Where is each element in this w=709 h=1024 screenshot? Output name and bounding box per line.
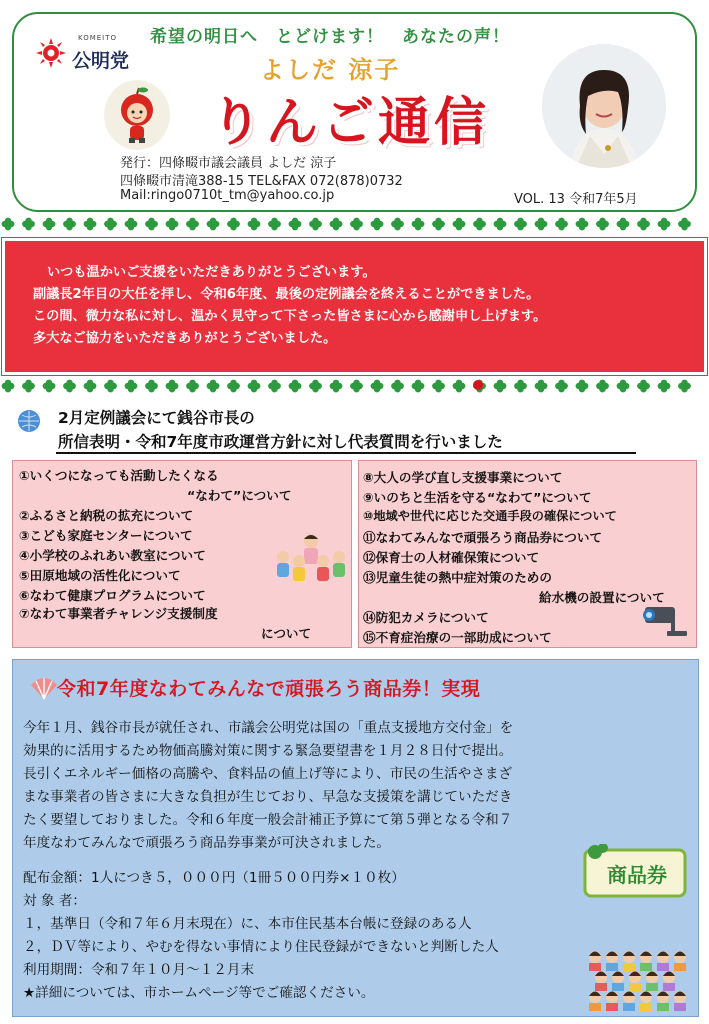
clover-icon (514, 218, 527, 231)
clover-icon (268, 218, 281, 231)
list-item: ⑤田原地域の活性化について (19, 568, 181, 583)
clover-icon (391, 218, 404, 231)
voucher-badge-icon (581, 844, 689, 900)
clover-icon (125, 218, 138, 231)
clover-icon (22, 380, 35, 393)
clover-icon (453, 380, 466, 393)
clover-icon (43, 380, 56, 393)
paragraph-line: まな事業者の皆さまに大きな負担が生じており、早急な支援策を講じていただき (23, 789, 513, 805)
clover-icon (330, 380, 343, 393)
clover-icon (412, 380, 425, 393)
clover-icon (84, 380, 97, 393)
komeito-sun-logo (36, 38, 66, 68)
list-item: ⑧大人の学び直し支援事業について (363, 470, 563, 485)
list-item: ②ふるさと納税の拡充について (19, 508, 194, 523)
clover-icon (678, 380, 691, 393)
list-item: ⑭防犯カメラについて (363, 610, 489, 625)
clover-icon (2, 380, 15, 393)
list-item: ⑮不育症治療の一部助成について (363, 630, 552, 645)
address-line: 四條畷市清滝388-15 TEL&FAX 072(878)0732 (120, 174, 403, 189)
party-name-roman: KOMEITO (78, 34, 118, 42)
clover-divider (0, 378, 709, 396)
detail-line: １，基準日（令和７年６月末現在）に、本市住民基本台帳に登録のある人 (23, 916, 472, 932)
clover-icon (22, 218, 35, 231)
clover-icon (43, 218, 56, 231)
section-title: 令和7年度なわてみんなで頑張ろう商品券！実現 (57, 678, 481, 700)
greeting-box (2, 238, 707, 375)
voucher-section (12, 659, 699, 1017)
clover-icon (145, 380, 158, 393)
question-list-left (12, 460, 352, 648)
clover-icon (637, 218, 650, 231)
paragraph-line: 今年１月、銭谷市長が就任され、市議会公明党は国の「重点支援地方交付金」を (23, 720, 514, 736)
clover-icon (145, 218, 158, 231)
paragraph-line: 効果的に活用するため物価高騰対策に関する緊急要望書を１月２８日付で提出。 (23, 743, 513, 759)
clover-icon (289, 380, 302, 393)
party-name: 公明党 (72, 50, 130, 72)
greeting-line: 多大なご協力をいただきありがとうございました。 (33, 331, 337, 346)
clover-icon (432, 218, 445, 231)
clover-icon (104, 380, 117, 393)
publisher-line: 発行：四條畷市議会議員 よしだ 涼子 (120, 156, 337, 171)
clover-icon (678, 218, 691, 231)
clover-divider (0, 216, 709, 234)
list-item: ③こども家庭センターについて (19, 528, 193, 543)
clover-icon (227, 218, 240, 231)
clover-icon (555, 380, 568, 393)
candidate-name: よしだ 涼子 (260, 56, 401, 84)
tagline: 希望の明日へ とどけます！ あなたの声！ (150, 27, 510, 47)
clover-icon (555, 218, 568, 231)
clover-icon (207, 218, 220, 231)
clover-icon (248, 380, 261, 393)
clover-icon (391, 380, 404, 393)
clover-icon (84, 218, 97, 231)
clover-icon (494, 218, 507, 231)
clover-icon (104, 218, 117, 231)
clover-icon (186, 380, 199, 393)
clover-icon (350, 218, 363, 231)
voucher-label: 商品券 (607, 863, 667, 887)
clover-icon (637, 380, 650, 393)
list-item: “なわて”について (187, 488, 292, 503)
clover-icon (658, 380, 671, 393)
clover-icon (350, 380, 363, 393)
security-camera-icon (641, 601, 689, 641)
clover-icon (617, 380, 630, 393)
heading-underline (56, 452, 636, 454)
clover-icon (186, 218, 199, 231)
list-item: について (261, 626, 312, 641)
list-item: ⑩地域や世代に応じた交通手段の確保について (363, 509, 617, 523)
section-heading: 2月定例議会にて銭谷市長の (58, 409, 255, 427)
party-logo (36, 32, 146, 82)
clover-icon (371, 218, 384, 231)
clover-icon (412, 218, 425, 231)
clover-icon (535, 218, 548, 231)
apple-mascot-icon (104, 80, 170, 150)
clover-icon (617, 218, 630, 231)
volume-label: VOL. 13 令和7年5月 (514, 192, 638, 207)
clover-icon (166, 218, 179, 231)
clover-icon (207, 380, 220, 393)
clover-icon (576, 218, 589, 231)
list-item: 給水機の設置について (539, 590, 665, 605)
portrait-photo (542, 44, 666, 168)
clover-icon (494, 380, 507, 393)
clover-icon (658, 218, 671, 231)
clover-icon (125, 380, 138, 393)
list-item: ⑬児童生徒の熱中症対策のための (363, 570, 552, 585)
paragraph-line: 長引くエネルギー価格の高騰や、食料品の値上げ等により、市民の生活やさまざ (23, 766, 513, 782)
detail-line: 配布金額：1人につき５，０００円（1冊５００円券×１０枚） (23, 870, 405, 886)
clover-icon (535, 380, 548, 393)
shell-icon (29, 675, 59, 701)
detail-line: ２，ＤＶ等により、やむを得ない事情により住民登録ができないと判断した人 (23, 939, 499, 955)
list-item: ⑪なわてみんなで頑張ろう商品券について (363, 530, 603, 545)
list-item: ⑦なわて事業者チャレンジ支援制度 (19, 606, 218, 621)
clover-icon (576, 380, 589, 393)
clover-icon (596, 218, 609, 231)
clover-icon (309, 380, 322, 393)
detail-line: 利用期間：令和７年１０月～１２月末 (23, 962, 255, 978)
paragraph-line: たく要望しておりました。令和６年度一般会計補正予算にて第５弾となる令和７ (23, 812, 513, 828)
clover-icon (596, 380, 609, 393)
clover-icon (166, 380, 179, 393)
clover-icon (248, 218, 261, 231)
clover-icon (309, 218, 322, 231)
question-list-right (358, 460, 697, 648)
family-illustration (271, 531, 351, 587)
list-item: ⑫保育士の人材確保策について (363, 550, 540, 565)
clover-icon (268, 380, 281, 393)
list-item: ⑨いのちと生活を守る“なわて”について (363, 490, 592, 505)
clover-icon (289, 218, 302, 231)
email-line: Mail:ringo0710t_tm@yahoo.co.jp (120, 188, 335, 203)
greeting-line: 副議長2年目の大任を拝し、令和6年度、最後の定例議会を終えることができました。 (33, 287, 540, 302)
clover-icon (514, 380, 527, 393)
clover-icon (63, 218, 76, 231)
clover-icon (432, 380, 445, 393)
newsletter-title: りんご通信 (210, 93, 491, 153)
greeting-line: いつも温かいご支援をいただきありがとうございます。 (47, 265, 376, 280)
greeting-line: この間、微力な私に対し、温かく見守って下さった皆さまに心から感謝申し上げます。 (33, 309, 547, 324)
section-heading: 所信表明・令和7年度市政運営方針に対し代表質問を行いました (58, 433, 503, 451)
detail-line: ★詳細については、市ホームページ等でご確認ください。 (23, 985, 375, 1001)
globe-icon (18, 410, 40, 432)
list-item: ④小学校のふれあい教室について (19, 548, 206, 563)
list-item: ①いくつになっても活動したくなる (19, 468, 219, 483)
clover-icon (2, 218, 15, 231)
paragraph-line: 年度なわてみんなで頑張ろう商品券事業が可決されました。 (23, 835, 391, 851)
clover-icon (63, 380, 76, 393)
clover-icon (330, 218, 343, 231)
detail-line: 対 象 者： (23, 893, 87, 909)
masthead (12, 12, 697, 212)
clover-icon (371, 380, 384, 393)
crowd-illustration (585, 945, 691, 1015)
clover-icon (453, 218, 466, 231)
clover-icon (227, 380, 240, 393)
clover-icon (473, 218, 486, 231)
list-item: ⑥なわて健康プログラムについて (19, 588, 206, 603)
